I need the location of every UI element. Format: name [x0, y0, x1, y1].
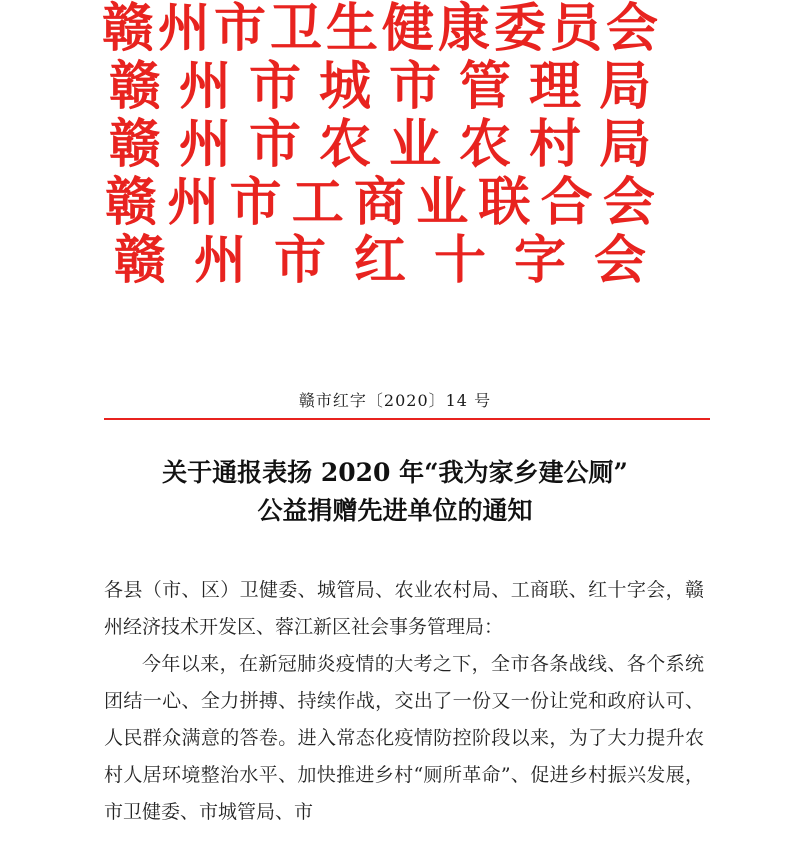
recipients-paragraph: 各县（市、区）卫健委、城管局、农业农村局、工商联、红十字会，赣州经济技术开发区、蓉江新区社会事务管理局： — [104, 579, 704, 638]
org-line-agriculture: 赣 州 市 农 业 农 村 局 — [108, 114, 651, 175]
title-line-1: 关于通报表扬 2020 年“我为家乡建公厕” — [162, 458, 628, 487]
org-line-urban-management: 赣 州 市 城 市 管 理 局 — [108, 56, 651, 117]
issuing-authorities-header — [100, 0, 700, 290]
org-line-health-commission: 赣州市卫生健康委员会 — [101, 0, 658, 59]
document-title — [0, 454, 790, 530]
title-line-2: 公益捐赠先进单位的通知 — [257, 496, 533, 525]
org-line-red-cross: 赣 州 市 红 十 字 会 — [113, 230, 646, 291]
body-paragraph-1: 今年以来，在新冠肺炎疫情的大考之下，全市各条战线、各个系统团结一心、全力拼搏、持续作战，交出了一份又一份让党和政府认可、人民群众满意的答卷。进入常态化疫情防控阶段以来，为了大力提升农村人居环境整治水平、加快推进乡村“厕所革命”、促进乡村振兴发展，市卫健委、市城管局、市 — [104, 653, 704, 823]
document-body — [104, 572, 704, 831]
red-divider — [104, 418, 710, 420]
org-line-commerce-federation: 赣 州 市 工 商 业 联 合 会 — [105, 172, 655, 233]
document-number: 赣市红字〔2020〕14 号 — [298, 391, 492, 410]
